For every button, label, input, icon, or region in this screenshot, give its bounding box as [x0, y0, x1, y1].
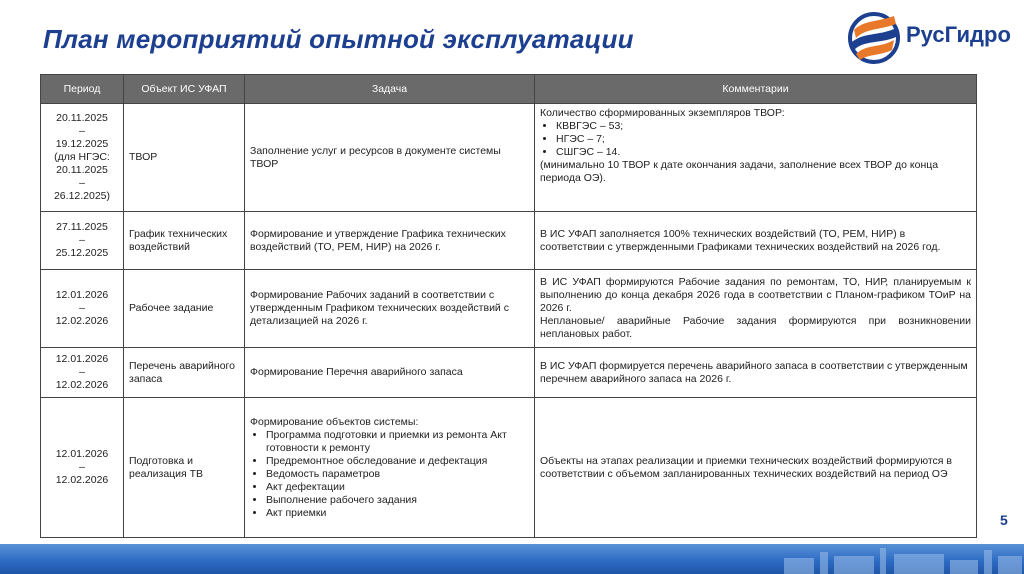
object-cell: Перечень аварийного запаса [124, 348, 245, 398]
page-title: План мероприятий опытной эксплуатации [43, 24, 634, 54]
list-item: • Акт приемки [266, 507, 529, 520]
header-comments: Комментарии [535, 75, 977, 104]
table-row [41, 270, 977, 348]
object-cell: ТВОР [124, 104, 245, 212]
period-cell: 12.01.2026 – 12.02.2026 [41, 348, 124, 398]
comment-cell: В ИС УФАП формируются Рабочие задания по ремонтам, ТО, НИР, планируемым к выполнению до конца декабря 2026 года в соответствии с Планом-графиком ТОиР на 2026 г. Неплановые/ аварийные Рабочие задания формируются при возникновении неплановых работ. [535, 270, 977, 348]
header-object: Объект ИС УФАП [124, 75, 245, 104]
logo-text: РусГидро [906, 22, 1011, 47]
list-item: • Акт дефектации [266, 481, 529, 494]
table-row [41, 104, 977, 212]
period-cell: 12.01.2026 – 12.02.2026 [41, 270, 124, 348]
object-cell: Рабочее задание [124, 270, 245, 348]
comment-cell: В ИС УФАП заполняется 100% технических воздействий (ТО, РЕМ, НИР) в соответствии с утвержденными Графиками технических воздействий на 2026 год. [535, 212, 977, 270]
period-cell: 20.11.2025 – 19.12.2025 (для НГЭС: 20.11.2025 – 26.12.2025) [41, 104, 124, 212]
object-cell: Подготовка и реализация ТВ [124, 398, 245, 538]
task-cell: Формирование объектов системы: • Программа подготовки и приемки из ремонта Акт готовности к ремонту • Предремонтное обследование и дефектация • Ведомость параметров • Акт дефектации • Выполнение рабочего задания • Акт приемки [245, 398, 535, 538]
table-header-row [41, 75, 977, 104]
logo [848, 8, 1024, 68]
task-cell: Формирование Перечня аварийного запаса [245, 348, 535, 398]
page-number: 5 [1000, 512, 1008, 528]
task-cell: Формирование Рабочих заданий в соответствии с утвержденным Графиком технических воздействий с детализацией на 2026 г. [245, 270, 535, 348]
list-item: • Предремонтное обследование и дефектация [266, 455, 529, 468]
comment-cell: Количество сформированных экземпляров ТВОР: • КВВГЭС – 53; • НГЭС – 7; • СШГЭС – 14. (минимально 10 ТВОР к дате окончания задачи, заполнение всех ТВОР до конца периода ОЭ). [535, 104, 977, 212]
list-item: • НГЭС – 7; [556, 133, 971, 146]
list-item: • Ведомость параметров [266, 468, 529, 481]
period-cell: 12.01.2026 – 12.02.2026 [41, 398, 124, 538]
list-item: • Программа подготовки и приемки из ремонта Акт готовности к ремонту [266, 429, 529, 455]
footer-band [0, 544, 1024, 574]
table-row [41, 212, 977, 270]
task-list [250, 429, 529, 520]
comment-cell: В ИС УФАП формируется перечень аварийного запаса в соответствии с утвержденным перечнем аварийного запаса на 2026 г. [535, 348, 977, 398]
plan-table [40, 74, 977, 538]
header-task: Задача [245, 75, 535, 104]
table-row [41, 398, 977, 538]
period-cell: 27.11.2025 – 25.12.2025 [41, 212, 124, 270]
comment-list [540, 120, 971, 159]
header-period: Период [41, 75, 124, 104]
table-row [41, 348, 977, 398]
list-item: • КВВГЭС – 53; [556, 120, 971, 133]
task-cell: Формирование и утверждение Графика технических воздействий (ТО, РЕМ, НИР) на 2026 г. [245, 212, 535, 270]
task-cell: Заполнение услуг и ресурсов в документе системы ТВОР [245, 104, 535, 212]
list-item: • СШГЭС – 14. [556, 146, 971, 159]
comment-cell: Объекты на этапах реализации и приемки технических воздействий формируются в соответствии с объемом запланированных технических воздействий на период ОЭ [535, 398, 977, 538]
object-cell: График технических воздействий [124, 212, 245, 270]
rushydro-logo-icon [848, 10, 900, 66]
list-item: • Выполнение рабочего задания [266, 494, 529, 507]
hydro-plant-illustration-icon [764, 544, 1024, 574]
